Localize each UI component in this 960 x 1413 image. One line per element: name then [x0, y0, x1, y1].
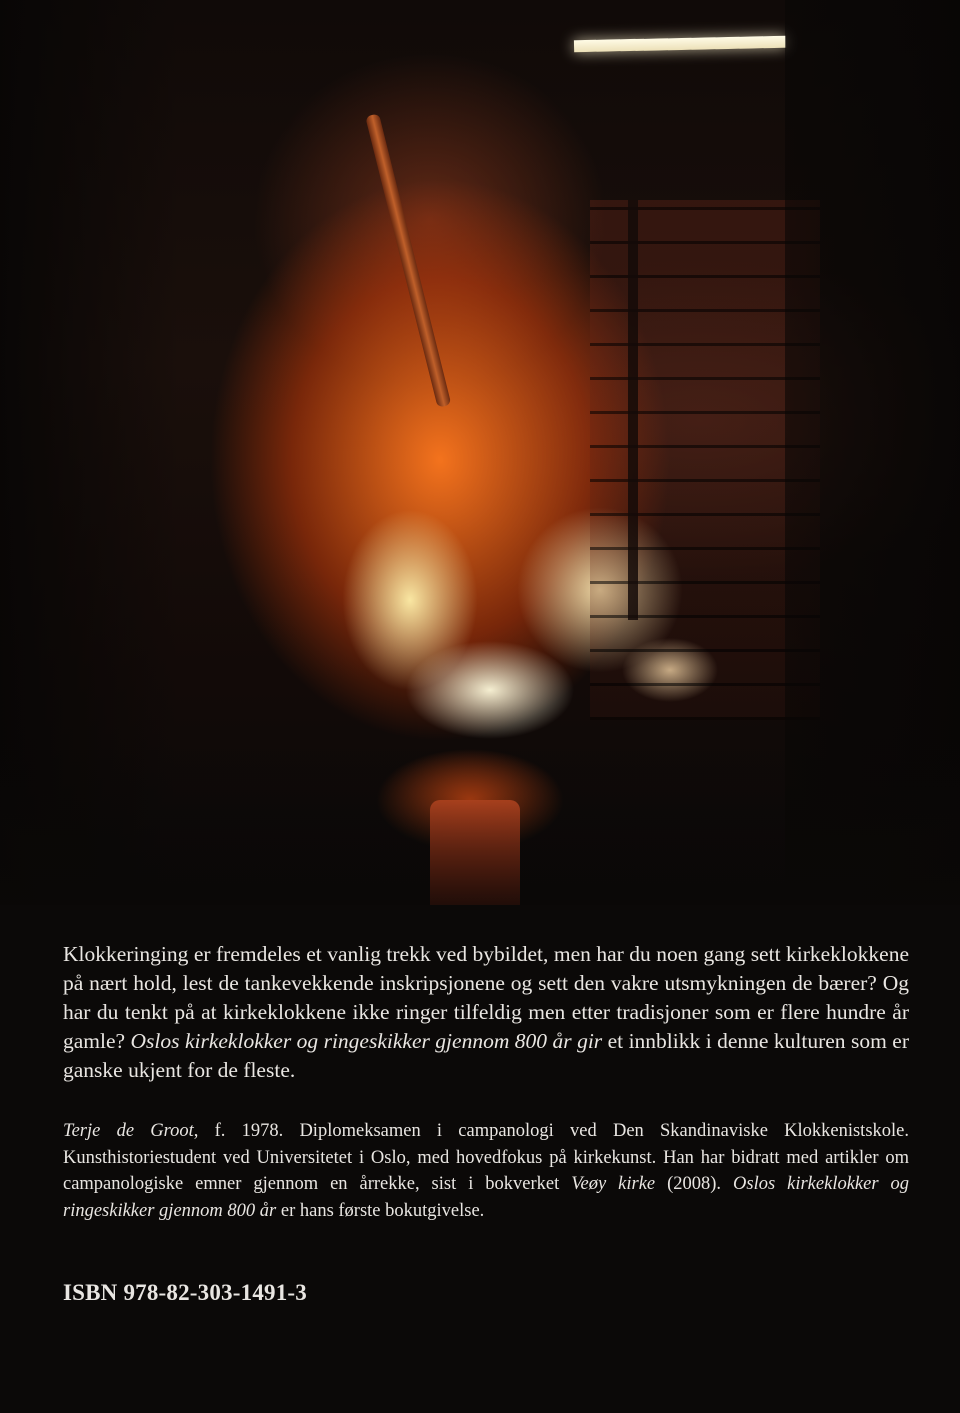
- bio-text-year: (2008).: [655, 1174, 734, 1194]
- stirring-rod: [365, 113, 451, 407]
- bio-text-end: er hans første bokutgivelse.: [276, 1200, 485, 1221]
- blurb-text-end: et innblikk i denne kulturen som er ganske ukjent for de fleste.: [63, 1029, 909, 1082]
- author-bio: [63, 1118, 909, 1224]
- back-cover-blurb: [63, 940, 909, 1085]
- bio-book-title: Oslos kirkeklokker og ringeskikker gjennom 800 år: [63, 1174, 910, 1221]
- photo-floor-shadow: [0, 740, 960, 905]
- bio-text: , f. 1978. Diplomeksamen i campanologi ved Den Skandinaviske Klokkenistskole. Kunsthistoriestudent ved Universitetet i Oslo, med hovedfokus på kirkekunst. Han har bidratt med artikler om campanologiske emner gjennom en årrekke, sist i bokverket: [63, 1121, 909, 1194]
- author-name: Terje de Groot: [63, 1121, 194, 1141]
- fluorescent-lamp: [574, 36, 786, 52]
- isbn-number: ISBN 978-82-303-1491-3: [63, 1280, 307, 1305]
- blurb-text: Klokkeringing er fremdeles et vanlig trekk ved bybildet, men har du noen gang sett kirkeklokkene på nært hold, lest de tankevekkende inskripsjonene og sett den vakre utsmykningen de bærer? Og har du tenkt på at kirkeklokkene ikke ringer tilfeldig men etter tradisjoner som er flere hundre år gamle?: [63, 942, 909, 1053]
- bio-work-title: Veøy kirke: [571, 1174, 656, 1194]
- blurb-book-title: Oslos kirkeklokker og ringeskikker gjennom 800 år gir: [130, 1029, 603, 1053]
- wall-pipe: [628, 200, 638, 620]
